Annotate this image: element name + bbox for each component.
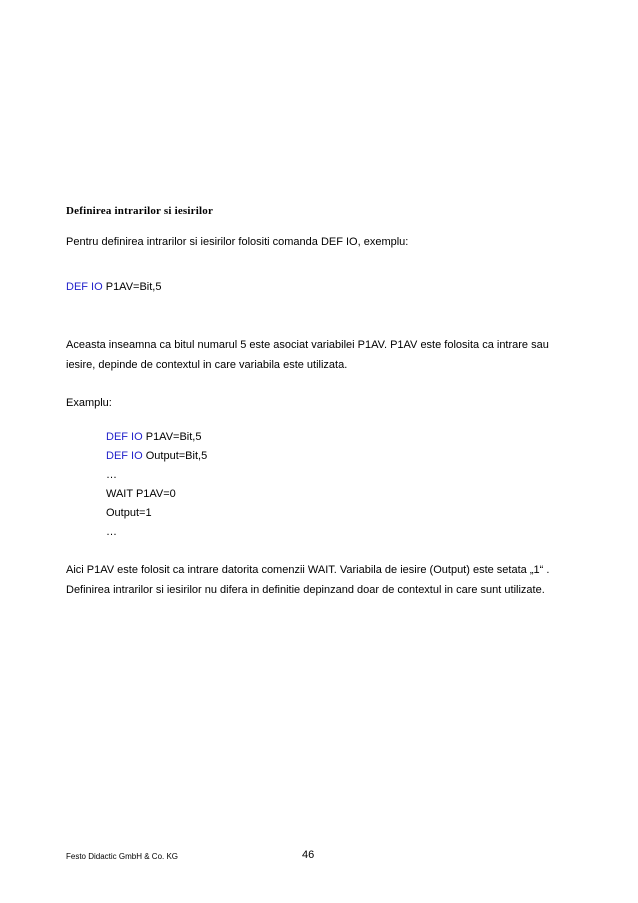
def-io-rest: P1AV=Bit,5 bbox=[102, 281, 162, 293]
code-text: Output=Bit,5 bbox=[142, 450, 208, 462]
code-line bbox=[106, 428, 207, 447]
code-keyword: DEF IO bbox=[106, 450, 143, 462]
footer-company: Festo Didactic GmbH & Co. KG bbox=[66, 852, 179, 861]
code-text: … bbox=[106, 469, 117, 481]
explanation-line-1: Aceasta inseamna ca bitul numarul 5 este asociat variabilei P1AV. P1AV este folosita ca intrare sau bbox=[66, 339, 549, 351]
def-io-keyword: DEF IO bbox=[66, 281, 103, 293]
closing-line-1: Aici P1AV este folosit ca intrare datorita comenzii WAIT. Variabila de iesire (Output) este setata „1“ . bbox=[66, 564, 550, 576]
code-text: WAIT P1AV=0 bbox=[106, 488, 176, 500]
code-text: P1AV=Bit,5 bbox=[142, 431, 202, 443]
code-line bbox=[106, 466, 207, 485]
page-number: 46 bbox=[302, 849, 315, 861]
explanation-line-2: iesire, depinde de contextul in care variabila este utilizata. bbox=[66, 359, 348, 371]
code-line bbox=[106, 504, 207, 523]
closing-line-2: Definirea intrarilor si iesirilor nu difera in definitie depinzand doar de contextul in care sunt utilizate. bbox=[66, 584, 545, 596]
intro-paragraph: Pentru definirea intrarilor si iesirilor folositi comanda DEF IO, exemplu: bbox=[66, 236, 409, 248]
example-label: Examplu: bbox=[66, 397, 112, 409]
code-block bbox=[106, 428, 207, 542]
def-example-line bbox=[66, 277, 556, 297]
explanation-paragraph bbox=[66, 335, 556, 375]
code-text: Output=1 bbox=[106, 507, 152, 519]
code-line bbox=[106, 485, 207, 504]
code-text: … bbox=[106, 526, 117, 538]
closing-paragraph bbox=[66, 560, 566, 600]
code-line bbox=[106, 523, 207, 542]
section-heading: Definirea intrarilor si iesirilor bbox=[66, 205, 214, 217]
code-keyword: DEF IO bbox=[106, 431, 143, 443]
code-line bbox=[106, 447, 207, 466]
